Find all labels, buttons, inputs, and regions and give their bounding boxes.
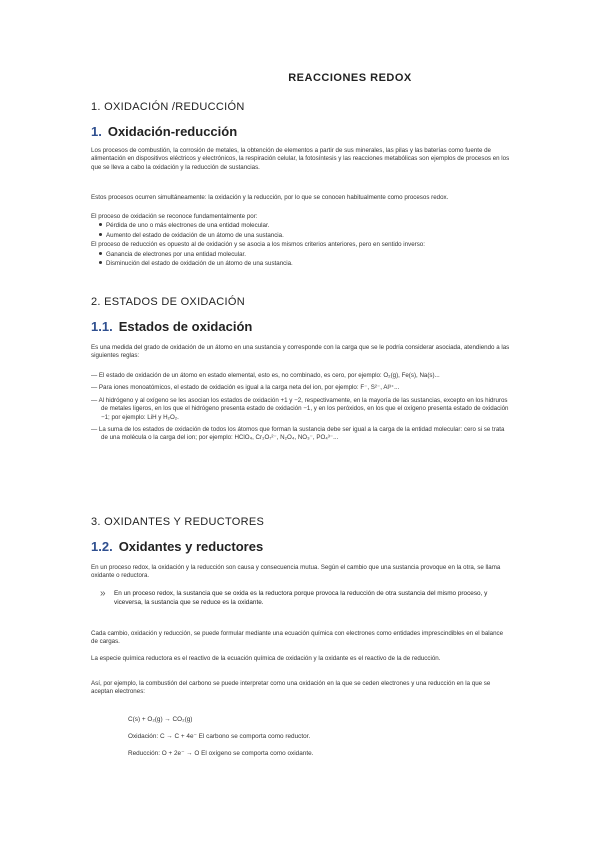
section-3-paragraph-4: Así, por ejemplo, la combustión del carbono se puede interpretar como una oxidación en la que se ceden electrones y una reducción en la que se aceptan electrones: [91,680,491,696]
list-item: El proceso de reducción es opuesto al de oxidación y se asocia a los mismos criterios anteriores, pero en sentido inverso: [91,241,425,249]
section-3-paragraph-2: Cada cambio, oxidación y reducción, se puede formular mediante una ecuación química con electrones como entidades imprescindibles en el balance de cargas. [91,630,504,646]
section-1-title: Oxidación-reducción [107,124,238,139]
section-2-number: 1.1. [91,319,113,334]
bullet-icon [99,233,102,236]
section-1-paragraph-2: Estos procesos ocurren simultáneamente: la oxidación y la reducción, por lo que se conocen habitualmente como procesos redox. [91,194,449,201]
list-item: — La suma de los estados de oxidación de todos los átomos que forman la sustancia debe ser igual a la carga de la entidad molecular: cero si se trata de una molécula o la carga del ion; por ejemplo: HClO₄, Cr₂O₇²⁻, N₂O₄, NO₃⁻, PO₄³⁻... [91,426,505,442]
list-item: — Para iones monoatómicos, el estado de oxidación es igual a la carga neta del ion, por ejemplo: F⁻, S²⁻, Al³⁺... [91,384,400,392]
section-1-number: 1. [91,124,102,139]
double-chevron-icon: » [100,588,106,599]
list-item: Ganancia de electrones por una entidad molecular. [91,251,511,259]
section-1-heading [91,124,237,139]
key-point-callout [100,588,494,607]
callout-text: En un proceso redox, la sustancia que se oxida es la reductora porque provoca la reducción de otra sustancia del mismo proceso, y viceversa, la sustancia que se reduce es la oxidante. [114,590,488,606]
section-1-paragraph-1: Los procesos de combustión, la corrosión de metales, la obtención de elementos a partir de sus minerales, las pilas y las baterías como fuente de alimentación en dispositivos eléctricos y electrónicos, la respiración celular, la fotosíntesis y las reacciones metabólicas son ejemplos de procesos en los que se lleva a cabo la oxidación y la reducción de sustancias. [91,147,510,171]
bullet-icon [99,252,102,255]
list-item: — El estado de oxidación de un átomo en estado elemental, esto es, no combinado, es cero, por ejemplo: O₂(g), Fe(s), Na(s)... [91,372,440,379]
section-2-paragraph-1: Es una medida del grado de oxidación de un átomo en una sustancia y corresponde con la carga que se le podría considerar asociada, atendiendo a las siguientes reglas: [91,344,510,360]
equation-combustion: C(s) + O₂(g) → CO₂(g) [128,716,193,723]
document-title: REACCIONES REDOX [288,72,412,84]
section-1-header: 1. OXIDACIÓN /REDUCCIÓN [91,101,245,113]
section-3-paragraph-1: En un proceso redox, la oxidación y la reducción son causa y consecuencia mutua. Según el cambio que una sustancia provoque en la otra, se llama oxidante o reductora. [91,564,501,580]
section-2-header: 2. ESTADOS DE OXIDACIÓN [91,296,246,308]
list-item: El proceso de oxidación se reconoce fundamentalmente por: [91,213,258,220]
section-2-heading [91,319,252,334]
list-item: Pérdida de uno o más electrones de una entidad molecular. [91,222,511,230]
section-3-header: 3. OXIDANTES Y REDUCTORES [91,516,265,528]
section-3-paragraph-3: La especie química reductora es el reactivo de la ecuación química de oxidación y la oxidante es el reactivo de la de reducción. [91,655,441,662]
equation-reduction: Reducción: O + 2e⁻ → O El oxígeno se comporta como oxidante. [128,750,314,757]
section-2-title: Estados de oxidación [118,319,253,334]
section-1-list [91,213,511,269]
section-3-number: 1.2. [91,539,113,554]
equation-oxidation: Oxidación: C → C + 4e⁻ El carbono se comporta como reductor. [128,733,311,740]
section-3-title: Oxidantes y reductores [118,539,264,554]
bullet-icon [99,223,102,226]
list-item: — Al hidrógeno y al oxígeno se les asocian los estados de oxidación +1 y −2, respectivamente, en la mayoría de las sustancias, excepto en los hidruros de metales ligeros, en los que el hidrógeno presenta estado de oxidación −1, y en los peróxidos, en los que el oxígeno presenta estado de oxidación −1; por ejemplo: LiH y H₂O₂. [91,396,509,421]
list-item: Aumento del estado de oxidación de un átomo de una sustancia. [91,232,511,240]
list-item: Disminución del estado de oxidación de un átomo de una sustancia. [91,260,511,268]
section-3-heading [91,539,263,554]
bullet-icon [99,261,102,264]
section-2-list [91,372,511,444]
